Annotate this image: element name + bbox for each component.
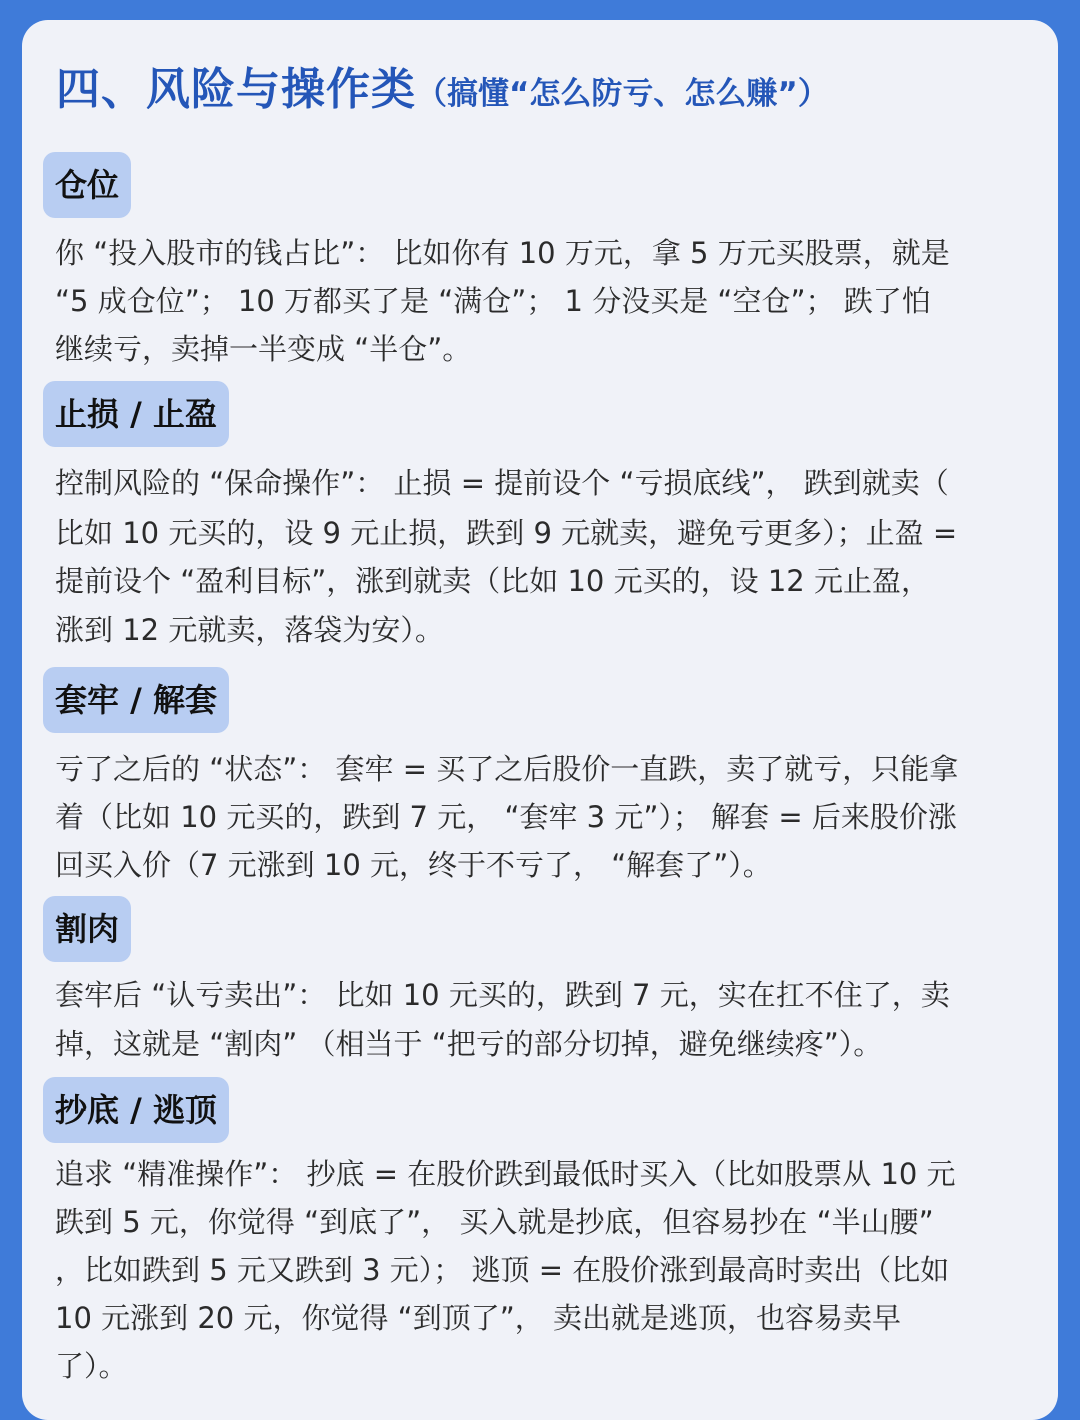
section-text-line: 继续亏，卖掉一半变成 “半仓”。 (55, 332, 472, 366)
section-text-line: “5 成仓位”； 10 万都买了是 “满仓”； 1 分没买是 “空仓”； 跌了怕 (55, 284, 931, 318)
section-text-line: 套牢后 “认亏卖出”： 比如 10 元买的，跌到 7 元，实在扛不住了，卖 (55, 978, 950, 1012)
section-text-line: 涨到 12 元就卖，落袋为安）。 (55, 613, 444, 647)
page-title-sub: （搞懂“怎么防亏、怎么赚”） (416, 76, 829, 112)
section-tag: 割肉 (43, 896, 131, 962)
section-tag: 套牢 / 解套 (43, 667, 229, 733)
section-text-line: 了）。 (55, 1349, 128, 1383)
section-tag: 抄底 / 逃顶 (43, 1077, 229, 1143)
section-text-line: 10 元涨到 20 元，你觉得 “到顶了”， 卖出就是逃顶，也容易卖早 (55, 1301, 901, 1335)
section-tag: 止损 / 止盈 (43, 381, 229, 447)
section-text-line: 亏了之后的 “状态”： 套牢 = 买了之后股价一直跌，卖了就亏，只能拿 (55, 752, 959, 786)
section-text-line: 回买入价（7 元涨到 10 元，终于不亏了， “解套了”）。 (55, 848, 772, 882)
page-title-main: 四、风险与操作类 (56, 64, 416, 115)
section-text-line: ，比如跌到 5 元又跌到 3 元）； 逃顶 = 在股价涨到最高时卖出（比如 (55, 1253, 950, 1287)
section-text-line: 掉，这就是 “割肉” （相当于 “把亏的部分切掉，避免继续疼”）。 (55, 1027, 883, 1061)
content-card (22, 20, 1058, 1420)
section-text-line: 提前设个 “盈利目标”，涨到就卖（比如 10 元买的，设 12 元止盈， (55, 564, 930, 598)
section-text-line: 跌到 5 元，你觉得 “到底了”， 买入就是抄底，但容易抄在 “半山腰” (55, 1205, 934, 1239)
section-text-line: 比如 10 元买的，设 9 元止损，跌到 9 元就卖，避免亏更多）；止盈 = (55, 516, 958, 550)
section-text-line: 追求 “精准操作”： 抄底 = 在股价跌到最低时买入（比如股票从 10 元 (55, 1157, 956, 1191)
section-tag: 仓位 (43, 152, 131, 218)
section-text-line: 你 “投入股市的钱占比”： 比如你有 10 万元，拿 5 万元买股票，就是 (55, 236, 950, 270)
page-title (56, 64, 829, 117)
section-text-line: 着（比如 10 元买的，跌到 7 元， “套牢 3 元”）； 解套 = 后来股价涨 (55, 800, 957, 834)
section-text-line: 控制风险的 “保命操作”： 止损 = 提前设个 “亏损底线”， 跌到就卖（ (55, 466, 949, 500)
